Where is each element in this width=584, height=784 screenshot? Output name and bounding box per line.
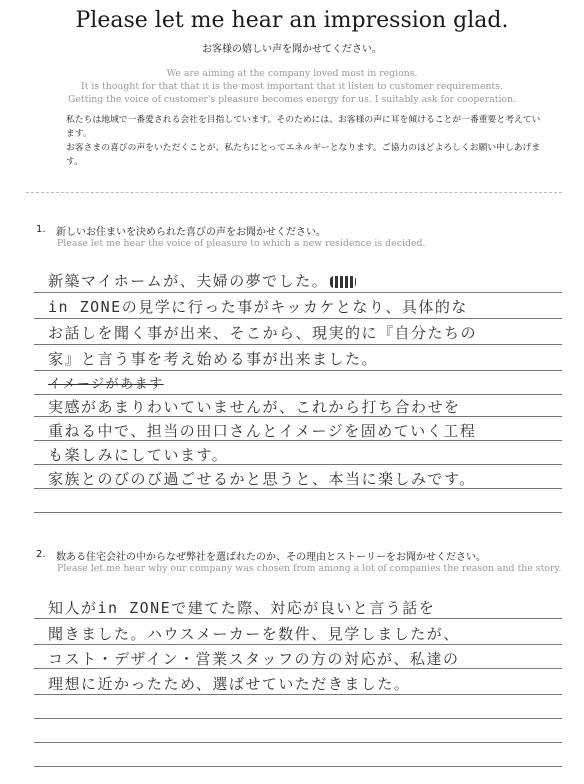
ruled-line [34, 344, 562, 345]
ruled-line [34, 644, 562, 645]
handwritten-line: 聞きました。ハウスメーカーを数件、見学しましたが、 [48, 625, 460, 643]
scribble-mark [330, 276, 356, 288]
handwritten-line: お話しを聞く事が出来、そこから、現実的に『自分たちの [48, 324, 478, 342]
ruled-line [34, 292, 562, 293]
intro-english-line: It is thought for that that it is the most important that it listen to customer requirements. [81, 81, 503, 92]
intro-english-line: Getting the voice of customer's pleasure becomes energy for us. I suitably ask for cooperation. [67, 94, 517, 105]
ruled-line [34, 370, 562, 371]
page-subtitle: お客様の嬉しい声を聞かせてください。 [202, 44, 382, 55]
question-1-japanese: 新しいお住まいを決められた喜びの声をお聞かせください。 [56, 227, 326, 238]
struck-out-line: イメージがあます [48, 377, 164, 392]
question-1-number: 1. [36, 224, 46, 235]
intro-japanese-line: お客さまの喜びの声をいただくことが、私たちにとってエネルギーとなります。ご協力のほどよろしくお願い申しあげます。 [66, 143, 541, 167]
handwritten-line: 重ねる中で、担当の田口さんとイメージを固めていく工程 [48, 422, 477, 440]
section-divider [26, 192, 562, 193]
question-2-japanese: 数ある住宅会社の中からなぜ弊社を選ばれたのか、その理由とストーリーをお聞かせください。 [56, 552, 486, 563]
question-2-number: 2. [36, 549, 46, 560]
intro-japanese [66, 113, 546, 169]
handwritten-line: 家族とのびのび過ごせるかと思うと、本当に楽しみです。 [48, 470, 476, 488]
ruled-line [34, 694, 562, 695]
ruled-line [34, 742, 562, 743]
handwritten-line: 家』と言う事を考え始める事が出来ました。 [48, 350, 379, 368]
ruled-line [34, 394, 562, 395]
intro-english [0, 67, 584, 106]
ruled-line [34, 618, 562, 619]
handwritten-line: も楽しみにしています。 [48, 446, 229, 464]
ruled-line [34, 512, 562, 513]
handwritten-line: 理想に近かったため、選ばせていただきました。 [48, 675, 411, 693]
ruled-line [34, 766, 562, 767]
intro-english-line: We are aiming at the company loved most in regions. [166, 68, 418, 79]
handwritten-line: in ZONEの見学に行った事がキッカケとなり、具体的な [48, 298, 468, 316]
ruled-line [34, 318, 562, 319]
question-2-english: Please let me hear why our company was chosen from among a lot of companies the reason and the story. [57, 563, 562, 574]
handwritten-line: 知人がin ZONEで建てた際、対応が良いと言う話を [48, 599, 436, 617]
intro-japanese-line: 私たちは地域で一番愛される会社を目指しています。そのためには、お客様の声に耳を傾けることが一番重要と考えています。 [66, 115, 541, 139]
handwritten-line: 実感があまりわいていませんが、これから打ち合わせを [48, 398, 461, 416]
question-1-english: Please let me hear the voice of pleasure to which a new residence is decided. [57, 238, 426, 249]
page-title: Please let me hear an impression glad. [75, 8, 509, 33]
handwritten-line: コスト・デザイン・営業スタッフの方の対応が、私達の [48, 650, 460, 668]
handwritten-line: 新築マイホームが、夫婦の夢でした。 [48, 270, 356, 291]
ruled-line [34, 718, 562, 719]
